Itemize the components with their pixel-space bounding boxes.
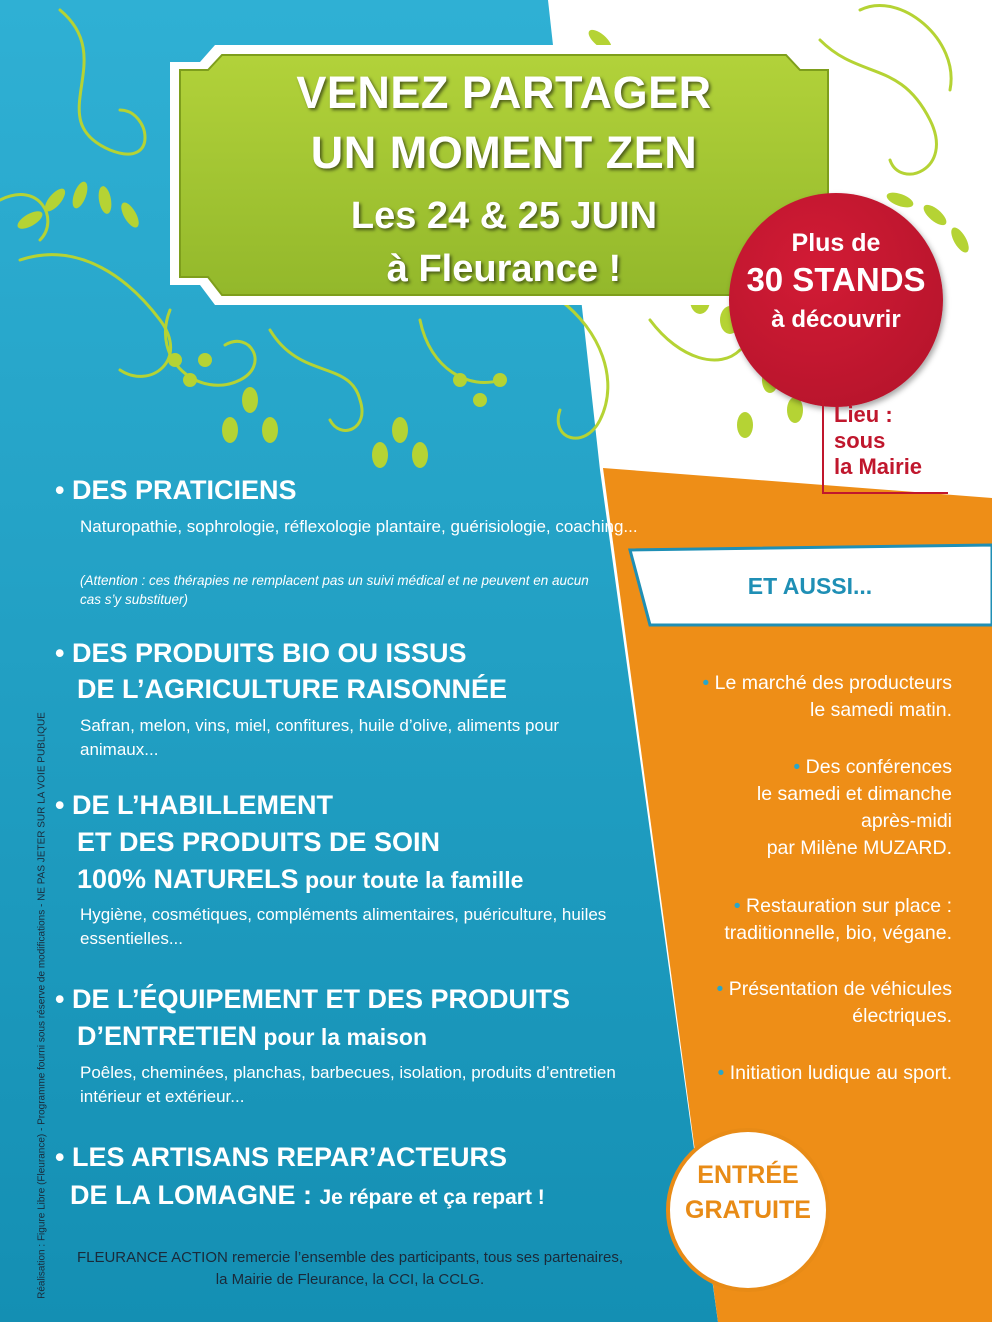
bullet-icon: • (702, 672, 715, 694)
aussi-item-sport-line-1: Initiation ludique au sport. (729, 1062, 952, 1084)
lieu-box (822, 400, 948, 494)
aussi-item-conferences-line-4: par Milène MUZARD. (766, 837, 952, 859)
section-equipement-heading-2-bold: D’ENTRETIEN (77, 1021, 258, 1051)
aussi-item-vehicules-line-1: Présentation de véhicules (728, 978, 952, 1000)
title-location: à Fleurance ! (386, 248, 622, 290)
aussi-item-restauration (660, 893, 952, 947)
thanks-line-1: FLEURANCE ACTION remercie l’ensemble des participants, tous ses partenaires, (76, 1249, 624, 1266)
aussi-item-marche-line-1: Le marché des producteurs (714, 672, 952, 694)
aussi-item-conferences-line-3: après-midi (860, 810, 952, 832)
lieu-line-3: la Mairie (834, 454, 923, 479)
aussi-item-conferences (660, 754, 952, 862)
aussi-item-restauration-line-1: Restauration sur place : (746, 895, 952, 917)
section-artisans-heading-2-rest: Je répare et ça repart ! (319, 1186, 545, 1209)
aussi-item-restauration-line-2: traditionnelle, bio, végane. (724, 922, 952, 944)
section-praticiens-heading: • DES PRATICIENS (55, 475, 297, 505)
section-habillement-heading-3-bold: 100% NATURELS (77, 864, 299, 894)
section-bio-text: Safran, melon, vins, miel, confitures, huile d’olive, aliments pour animaux... (80, 716, 560, 759)
entree-line-1: ENTRÉE (697, 1161, 799, 1189)
section-bio-heading-1: • DES PRODUITS BIO OU ISSUS (55, 638, 467, 668)
section-equipement-heading-2 (77, 1021, 427, 1052)
aussi-item-conferences-line-1: Des conférences (805, 756, 952, 778)
aussi-item-marche (660, 670, 952, 724)
aussi-item-marche-line-2: le samedi matin. (810, 699, 952, 721)
lieu-line-2: sous (834, 428, 886, 453)
title-line-2: UN MOMENT ZEN (310, 127, 698, 178)
credit-text: Réalisation : Figure Libre (Fleurance) - Programme fourni sous réserve de modifications - NE PAS JETER SUR LA VOIE PUBLIQUE (36, 712, 48, 1299)
section-equipement-heading-1: • DE L’ÉQUIPEMENT ET DES PRODUITS (55, 984, 571, 1014)
aussi-item-vehicules-line-2: électriques. (852, 1005, 952, 1027)
section-praticiens-note: (Attention : ces thérapies ne remplacent pas un suivi médical et ne peuvent en aucun cas s’y substituer) (80, 573, 589, 607)
bullet-icon: • (793, 756, 806, 778)
entree-line-2: GRATUITE (685, 1196, 811, 1224)
aussi-banner (628, 543, 992, 625)
stands-badge-line-3: à découvrir (771, 306, 901, 333)
bullet-icon: • (717, 1062, 730, 1084)
section-habillement-heading-1: • DE L’HABILLEMENT (55, 790, 333, 820)
stands-badge-line-2: 30 STANDS (746, 261, 926, 298)
aussi-item-conferences-line-2: le samedi et dimanche (756, 783, 952, 805)
section-equipement-text: Poêles, cheminées, planchas, barbecues, isolation, produits d’entretien intérieur et extérieur... (80, 1063, 616, 1106)
aussi-title: ET AUSSI... (747, 573, 873, 599)
aussi-item-sport (660, 1060, 952, 1087)
section-habillement-heading-2: ET DES PRODUITS DE SOIN (77, 827, 441, 857)
title-line-1: VENEZ PARTAGER (296, 67, 712, 118)
title-date: Les 24 & 25 JUIN (350, 195, 658, 237)
section-habillement-heading-3-rest: pour toute la famille (298, 867, 524, 893)
stands-badge (729, 193, 943, 407)
section-equipement-heading-2-rest: pour la maison (257, 1024, 427, 1050)
thanks-line-2: la Mairie de Fleurance, la CCI, la CCLG. (215, 1271, 485, 1288)
section-praticiens-text: Naturopathie, sophrologie, réflexologie plantaire, guérisiologie, coaching... (80, 517, 638, 536)
stands-badge-line-1: Plus de (791, 229, 881, 257)
entree-gratuite-badge (666, 1128, 830, 1292)
lieu-line-1: Lieu : (834, 402, 893, 427)
section-habillement-heading-3 (77, 864, 523, 895)
bullet-icon: • (716, 978, 729, 1000)
section-artisans-heading-2 (70, 1180, 545, 1211)
section-bio-heading-2: DE L’AGRICULTURE RAISONNÉE (77, 674, 508, 704)
section-habillement-text: Hygiène, cosmétiques, compléments alimentaires, puériculture, huiles essentielles... (80, 905, 607, 948)
section-artisans-heading-2-bold: DE LA LOMAGNE : (70, 1180, 320, 1210)
section-artisans-heading-1: • LES ARTISANS REPAR’ACTEURS (55, 1142, 507, 1172)
bullet-icon: • (733, 895, 747, 917)
thanks-text (40, 1247, 660, 1291)
aussi-item-vehicules (660, 976, 952, 1030)
